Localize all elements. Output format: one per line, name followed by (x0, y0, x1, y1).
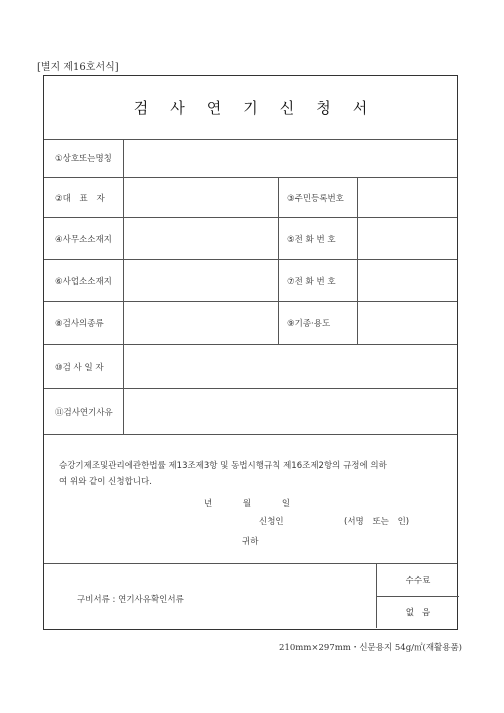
label-representative: ②대 표 자 (55, 193, 105, 204)
form-label: [별지 제16호서식] (37, 62, 119, 73)
label-resident-no: ③주민등록번호 (278, 178, 357, 217)
field-business-address[interactable] (123, 260, 278, 301)
label-postpone-reason: ⑪검사연기사유 (55, 407, 113, 418)
field-model-use[interactable] (357, 302, 459, 344)
date-line: 년 월 일 (204, 499, 291, 509)
field-phone2[interactable] (357, 260, 459, 301)
title-row (44, 76, 457, 140)
application-form (43, 75, 458, 630)
field-postpone-reason[interactable] (123, 389, 459, 434)
fee-box (376, 564, 459, 628)
statement-line-2: 여 위와 같이 신청합니다. (59, 477, 152, 487)
label-phone1: ⑤전 화 번 호 (278, 218, 357, 259)
fee-label: 수수료 (377, 564, 459, 597)
row-postpone-reason (44, 389, 457, 435)
row-office (44, 218, 457, 260)
row-inspection-type (44, 302, 457, 345)
field-inspection-date[interactable] (123, 345, 459, 388)
field-trade-name[interactable] (123, 139, 459, 177)
label-trade-name: ①상호또는명칭 (55, 154, 112, 164)
signature-label: (서명 또는 인) (344, 517, 410, 527)
statement-block (44, 435, 457, 564)
field-resident-no[interactable] (357, 178, 459, 217)
label-model-use: ⑨기종·용도 (278, 302, 357, 344)
label-inspection-date: ⑩검 사 일 자 (55, 362, 104, 373)
field-representative[interactable] (123, 178, 278, 217)
paper-spec: 210mm×297mm・신문용지 54g/㎡(재활용품) (279, 643, 462, 653)
field-phone1[interactable] (357, 218, 459, 259)
label-office-address: ④사무소소재지 (55, 234, 112, 245)
field-office-address[interactable] (123, 218, 278, 259)
row-business (44, 260, 457, 302)
statement-line-1: 승강기제조및관리에관한법률 제13조제3항 및 동법시행규칙 제16조제2항의 규정에 의하 (59, 461, 387, 471)
row-trade-name (44, 139, 457, 178)
label-inspection-type: ⑧검사의종류 (55, 319, 104, 329)
required-documents: 구비서류 : 연기사유확인서류 (77, 595, 184, 605)
applicant-label: 신청인 (259, 517, 284, 527)
field-inspection-type[interactable] (123, 302, 278, 344)
recipient-label: 귀하 (242, 537, 259, 547)
row-inspection-date (44, 345, 457, 389)
label-phone2: ⑦전 화 번 호 (278, 260, 357, 301)
bottom-section (44, 564, 457, 628)
row-representative (44, 178, 457, 218)
form-title: 검사연기신청서 (133, 99, 390, 117)
fee-value: 없음 (405, 608, 439, 618)
label-business-address: ⑥사업소소재지 (55, 276, 112, 287)
